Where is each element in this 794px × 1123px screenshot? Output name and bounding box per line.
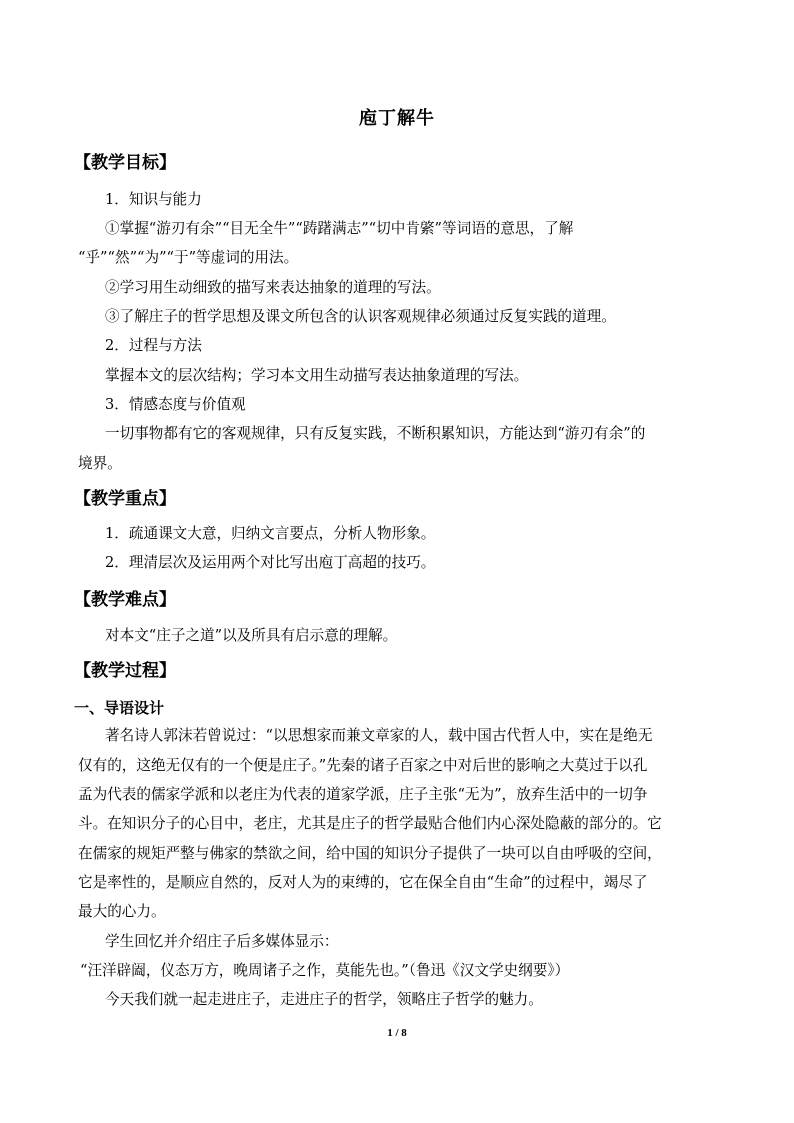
objectives-item3: 3．情感态度与价值观 xyxy=(105,396,246,413)
objectives-item3-text-line1: 一切事物都有它的客观规律，只有反复实践，不断积累知识，方能达到“游刃有余”的 xyxy=(105,425,646,442)
difficulties-heading: 【教学难点】 xyxy=(74,590,176,610)
objectives-item1-point3: ③了解庄子的哲学思想及课文所包含的认识客观规律必须通过反复实践的道理。 xyxy=(105,308,616,325)
process-para1-line2: 仅有的，这绝无仅有的一个便是庄子。”先秦的诸子百家之中对后世的影响之大莫过于以孔 xyxy=(78,757,648,774)
objectives-item1: 1．知识与能力 xyxy=(105,191,202,208)
objectives-heading: 【教学目标】 xyxy=(74,153,176,173)
objectives-item1-point1-line1: ①掌握“游刃有余”“目无全牛”“踌躇满志”“切中肯綮”等词语的意思，了解 xyxy=(105,220,574,237)
process-quote: “汪洋辟阖，仪态万方，晚周诸子之作，莫能先也。”（鲁迅《汉文学史纲要》） xyxy=(80,962,570,979)
process-para1-line5: 在儒家的规矩严整与佛家的禁欲之间，给中国的知识分子提供了一块可以自由呼吸的空间， xyxy=(78,845,662,862)
process-para1-line3: 孟为代表的儒家学派和以老庄为代表的道家学派，庄子主张“无为”，放弃生活中的一切争 xyxy=(78,786,648,803)
objectives-item2-text: 掌握本文的层次结构；学习本文用生动描写表达抽象道理的写法。 xyxy=(105,367,529,384)
process-para1-line4: 斗。在知识分子的心目中，老庄，尤其是庄子的哲学最贴合他们内心深处隐蔽的部分的。它 xyxy=(78,815,662,832)
process-subheading: 一、导语设计 xyxy=(74,699,165,717)
objectives-item1-point2: ②学习用生动细致的描写来表达抽象的道理的写法。 xyxy=(105,279,441,296)
key-points-heading: 【教学重点】 xyxy=(74,489,176,509)
process-para2: 学生回忆并介绍庄子后多媒体显示： xyxy=(105,933,339,950)
key-points-item1: 1．疏通课文大意，归纳文言要点，分析人物形象。 xyxy=(105,525,436,542)
process-para3: 今天我们就一起走进庄子，走进庄子的哲学，领略庄子哲学的魅力。 xyxy=(105,991,543,1008)
process-heading: 【教学过程】 xyxy=(74,661,176,681)
page-title: 庖丁解牛 xyxy=(359,108,435,129)
objectives-item2: 2．过程与方法 xyxy=(105,337,202,354)
difficulties-text: 对本文“庄子之道”以及所具有启示意的理解。 xyxy=(105,627,398,644)
key-points-item2: 2．理清层次及运用两个对比写出庖丁高超的技巧。 xyxy=(105,554,436,571)
objectives-item1-point1-line2: “乎”“然”“为”“于”等虚词的用法。 xyxy=(78,249,299,266)
process-para1-line6: 它是率性的，是顺应自然的，反对人为的束缚的，它在保全自由“生命”的过程中，竭尽了 xyxy=(78,874,648,891)
process-para1-line7: 最大的心力。 xyxy=(78,903,166,920)
process-para1-line1: 著名诗人郭沫若曾说过：“以思想家而兼文章家的人，载中国古代哲人中，实在是绝无 xyxy=(105,727,653,744)
page-number: 1 / 8 xyxy=(387,1027,407,1039)
objectives-item3-text-line2: 境界。 xyxy=(78,455,122,472)
